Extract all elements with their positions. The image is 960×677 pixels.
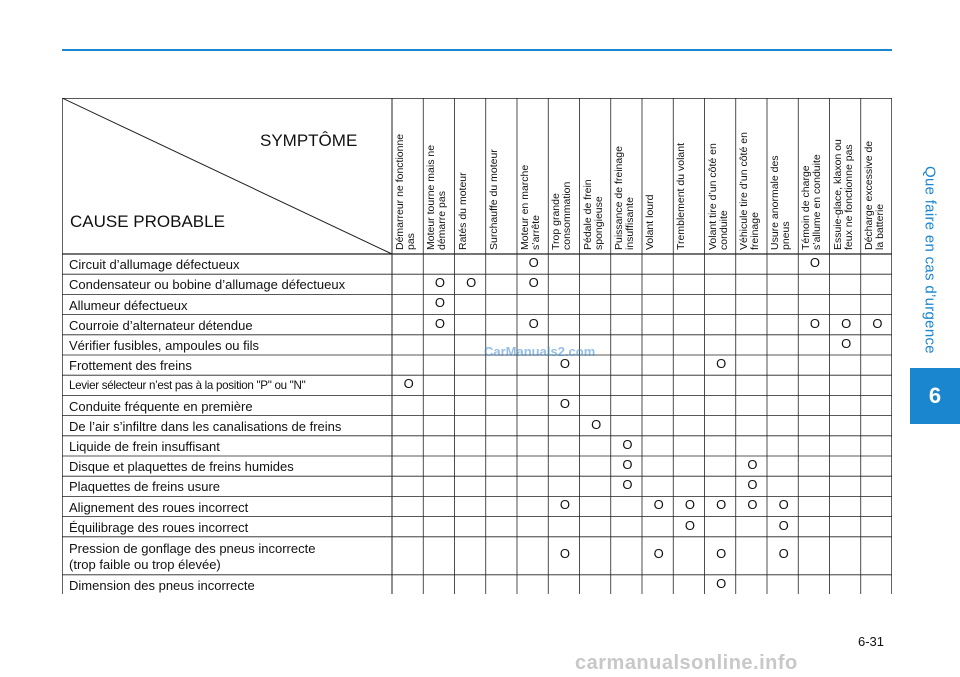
cause-label xyxy=(69,338,259,354)
cause-label-line: Frottement des freins xyxy=(69,358,192,374)
symptom-header xyxy=(739,132,761,250)
symptom-header xyxy=(676,143,687,250)
symptom-mark: O xyxy=(528,255,539,270)
symptom-header-line: Véhicule tire d’un côté en xyxy=(737,132,750,250)
symptom-mark: O xyxy=(684,497,695,513)
symptom-mark: O xyxy=(403,376,414,392)
symptom-header xyxy=(520,165,542,250)
cause-label xyxy=(69,459,294,475)
symptom-mark: O xyxy=(841,315,852,331)
symptom-header xyxy=(864,141,886,250)
symptom-mark: O xyxy=(622,457,633,472)
page-number: 6-31 xyxy=(858,634,885,649)
symptom-header xyxy=(708,143,730,250)
symptom-mark: O xyxy=(841,335,852,351)
chapter-tab: 6 xyxy=(910,368,960,424)
cause-label xyxy=(69,257,240,273)
symptom-mark: O xyxy=(716,545,727,561)
cause-label xyxy=(69,520,248,536)
symptom-header-line: conduite xyxy=(717,210,730,250)
cause-label xyxy=(69,500,248,516)
cause-label-line: Vérifier fusibles, ampoules ou fils xyxy=(69,337,260,353)
symptom-mark: O xyxy=(559,545,570,561)
symptom-mark: O xyxy=(872,315,883,331)
symptom-header-line: pas xyxy=(405,233,417,250)
symptom-header-line: Démarreur ne fonctionne xyxy=(394,133,406,250)
symptom-header xyxy=(645,195,656,250)
symptom-mark: O xyxy=(778,517,789,533)
symptom-header-line: s’arrête xyxy=(530,214,542,250)
symptom-mark: O xyxy=(653,497,664,513)
symptom-mark: O xyxy=(528,275,539,291)
cause-label-line: Conduite fréquente en première xyxy=(69,398,253,414)
symptom-header-line: Témoin de charge xyxy=(800,165,813,250)
cause-label xyxy=(69,318,253,334)
cause-label xyxy=(69,298,188,314)
symptom-header-line: démarre pas xyxy=(436,191,449,250)
watermark: CarManuals2.com xyxy=(484,344,596,359)
symptom-header-line: Pédale de frein xyxy=(581,179,594,250)
cause-label-line: Liquide de frein insuffisant xyxy=(69,438,220,454)
symptom-mark: O xyxy=(653,545,664,561)
troubleshooting-table xyxy=(62,98,892,594)
symptom-header-line: feux ne fonctionne pas xyxy=(842,144,855,250)
symptom-mark: O xyxy=(591,416,602,432)
symptom-mark: O xyxy=(622,436,633,452)
symptom-mark: O xyxy=(528,315,539,331)
cause-label xyxy=(69,378,305,394)
symptom-mark: O xyxy=(559,396,570,412)
symptom-mark: O xyxy=(434,315,445,331)
symptom-header-line: consommation xyxy=(561,181,574,250)
symptom-header xyxy=(614,146,636,250)
cause-label-line: Courroie d’alternateur détendue xyxy=(69,317,253,333)
symptom-header xyxy=(489,149,500,250)
symptom-header xyxy=(770,155,792,250)
cause-label xyxy=(69,541,315,573)
symptom-header-line: Essuie-glace, klaxon ou xyxy=(831,139,844,250)
symptom-mark: O xyxy=(747,457,758,472)
cause-label xyxy=(69,399,253,415)
cause-label xyxy=(69,277,345,293)
symptom-header-line: Tremblement du volant xyxy=(675,143,688,250)
cause-label-line: Disque et plaquettes de freins humides xyxy=(69,459,294,475)
symptom-mark: O xyxy=(434,295,445,311)
symptom-mark: O xyxy=(809,315,820,331)
symptom-header xyxy=(395,134,417,250)
symptom-header-line: s’allume en conduite xyxy=(811,154,824,250)
symptom-header-line: pneus xyxy=(780,221,792,250)
symptom-header xyxy=(551,182,573,250)
cause-label-line: Alignement des roues incorrect xyxy=(69,499,249,515)
header-cause: CAUSE PROBABLE xyxy=(70,212,225,231)
header-symptom: SYMPTÔME xyxy=(260,131,358,150)
cause-label-line: Équilibrage des roues incorrect xyxy=(69,519,249,535)
section-title: Que faire en cas d’urgence xyxy=(921,166,939,354)
symptom-mark: O xyxy=(747,477,758,493)
symptom-mark: O xyxy=(559,497,570,513)
symptom-header-line: Moteur en marche xyxy=(519,164,531,250)
cause-label-line: Allumeur défectueux xyxy=(69,297,188,313)
footer-watermark: carmanualsonline.info xyxy=(575,652,798,674)
symptom-header xyxy=(833,139,855,250)
symptom-header-line: Puissance de freinage xyxy=(612,146,625,250)
cause-label-line: (trop faible ou trop élevée) xyxy=(69,556,221,572)
symptom-header-line: spongieuse xyxy=(592,196,605,250)
cause-label-line: Levier sélecteur n’est pas à la position "P" ou "N" xyxy=(69,379,306,393)
symptom-header-line: la batterie xyxy=(873,203,886,250)
symptom-header xyxy=(801,154,823,250)
symptom-mark: O xyxy=(778,545,789,561)
symptom-header xyxy=(426,145,448,250)
symptom-mark: O xyxy=(778,497,789,513)
symptom-header xyxy=(458,172,469,250)
cause-label xyxy=(69,479,220,495)
symptom-mark: O xyxy=(684,517,695,533)
symptom-mark: O xyxy=(809,255,820,270)
symptom-header xyxy=(583,179,605,250)
symptom-mark: O xyxy=(716,497,727,513)
symptom-mark: O xyxy=(747,497,758,513)
symptom-mark: O xyxy=(716,575,727,591)
cause-label-line: De l’air s’infiltre dans les canalisations de freins xyxy=(69,418,342,434)
symptom-mark: O xyxy=(559,356,570,371)
symptom-mark: O xyxy=(466,275,477,291)
cause-label-line: Condensateur ou bobine d’allumage défectueux xyxy=(69,277,346,293)
cause-label xyxy=(69,358,192,374)
cause-label-line: Circuit d’allumage défectueux xyxy=(69,257,240,273)
cause-label xyxy=(69,419,341,435)
symptom-header-line: insuffisante xyxy=(623,197,636,250)
cause-label-line: Plaquettes de freins usure xyxy=(69,479,221,495)
symptom-mark: O xyxy=(434,275,445,291)
symptom-header-line: Moteur tourne mais ne xyxy=(425,144,438,250)
symptom-mark: O xyxy=(622,477,633,493)
symptom-header-line: freinage xyxy=(748,212,761,250)
cause-label xyxy=(69,578,255,594)
symptom-header-line: Décharge excessive de xyxy=(862,140,875,250)
cause-label-line: Pression de gonflage des pneus incorrecte xyxy=(69,540,316,556)
symptom-header-line: Surchauffe du moteur xyxy=(487,149,500,250)
symptom-header-line: Volant lourd xyxy=(644,194,656,250)
cause-label-line: Dimension des pneus incorrecte xyxy=(69,577,255,593)
symptom-mark: O xyxy=(716,356,727,371)
symptom-header-line: Volant tire d’un côté en xyxy=(706,143,719,250)
symptom-header-line: Trop grande xyxy=(550,193,563,250)
cause-label xyxy=(69,439,220,455)
symptom-header-line: Ratés du moteur xyxy=(456,172,469,250)
symptom-header-line: Usure anormale des xyxy=(769,155,781,250)
top-rule xyxy=(62,49,892,51)
